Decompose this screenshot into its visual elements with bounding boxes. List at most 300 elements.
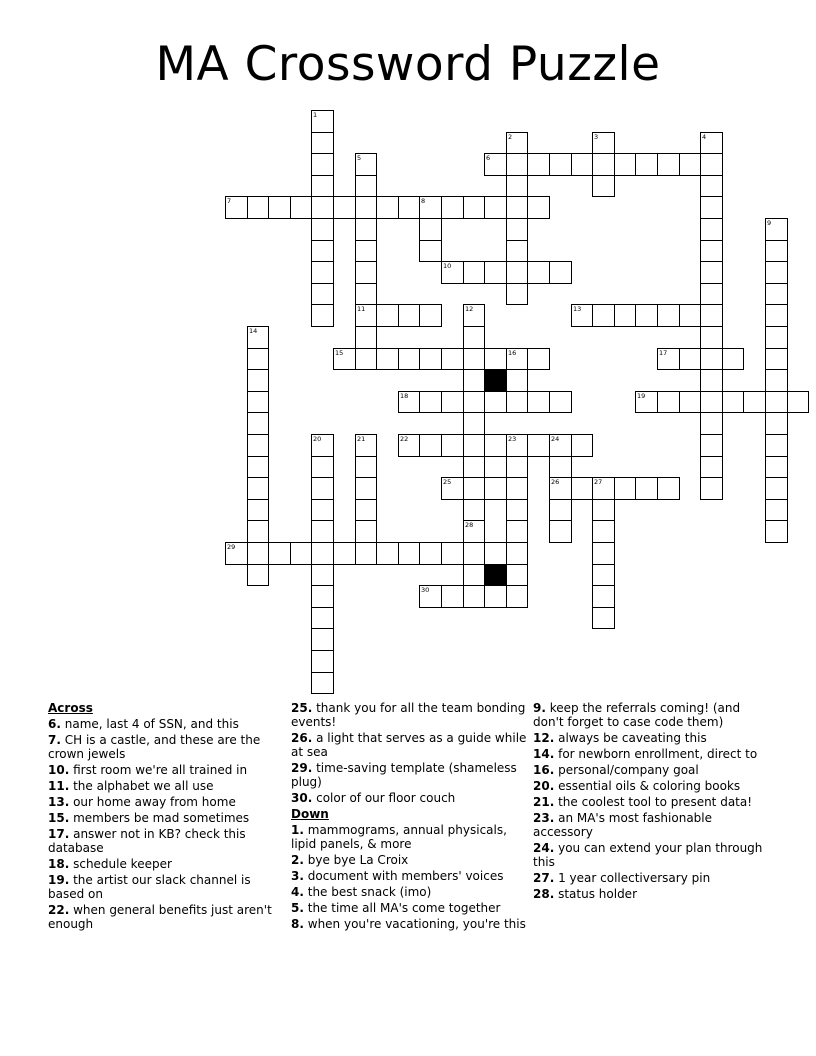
crossword-cell[interactable] [506, 520, 528, 543]
clue-number: 16. [533, 763, 555, 777]
crossword-cell[interactable] [355, 326, 377, 349]
crossword-cell[interactable] [311, 520, 334, 543]
crossword-cell[interactable] [419, 585, 442, 608]
clue-text: a light that serves as a guide while at sea [291, 731, 527, 759]
clue-down-2 [291, 853, 531, 867]
crossword-cell[interactable] [592, 520, 615, 543]
crossword-cell[interactable] [463, 542, 485, 565]
crossword-cell[interactable] [247, 369, 269, 392]
clue-number: 2. [291, 853, 304, 867]
crossword-cell[interactable] [700, 218, 723, 241]
crossword-cell[interactable] [441, 585, 464, 608]
clues-column-2 [291, 701, 531, 933]
crossword-cell[interactable] [700, 412, 723, 435]
crossword-cell[interactable] [657, 391, 680, 413]
crossword-cell[interactable] [311, 153, 334, 176]
clue-text: an MA's most fashionable accessory [533, 811, 713, 839]
crossword-cell[interactable] [700, 326, 723, 349]
clue-text: the best snack (imo) [307, 885, 432, 899]
crossword-cell[interactable] [355, 434, 377, 457]
crossword-cell[interactable] [311, 628, 334, 651]
crossword-cell[interactable] [311, 607, 334, 629]
clue-number: 19. [48, 873, 70, 887]
crossword-cell[interactable] [441, 261, 464, 284]
crossword-cell[interactable] [355, 240, 377, 262]
clue-down-16 [533, 763, 773, 777]
clue-number: 18. [48, 857, 70, 871]
cell-number: 6 [486, 154, 491, 162]
crossword-cell[interactable] [657, 477, 680, 500]
crossword-cell[interactable] [463, 412, 485, 435]
crossword-cell[interactable] [549, 434, 572, 457]
crossword-cell[interactable] [765, 412, 788, 435]
crossword-cell[interactable] [355, 542, 377, 565]
crossword-cell[interactable] [376, 348, 399, 370]
crossword-cell[interactable] [484, 434, 507, 457]
crossword-cell[interactable] [355, 153, 377, 176]
crossword-cell[interactable] [311, 672, 334, 694]
clue-number: 21. [533, 795, 555, 809]
crossword-cell[interactable] [247, 412, 269, 435]
cell-number: 7 [227, 197, 232, 205]
crossword-cell[interactable] [311, 542, 334, 565]
crossword-cell[interactable] [506, 283, 528, 305]
clue-text: the artist our slack channel is based on [48, 873, 251, 901]
crossword-cell[interactable] [398, 304, 420, 327]
crossword-cell[interactable] [311, 261, 334, 284]
clue-number: 25. [291, 701, 313, 715]
clue-text: bye bye La Croix [307, 853, 409, 867]
clue-down-27 [533, 871, 773, 885]
clue-text: when you're vacationing, you're this [307, 917, 526, 931]
clue-text: keep the referrals coming! (and don't forget to case code them) [533, 701, 741, 729]
clue-text: schedule keeper [73, 857, 172, 871]
crossword-cell[interactable] [311, 110, 334, 133]
crossword-cell[interactable] [419, 434, 442, 457]
crossword-cell[interactable] [225, 542, 248, 565]
crossword-cell[interactable] [700, 153, 723, 176]
clue-across-19 [48, 873, 288, 901]
crossword-cell[interactable] [527, 196, 550, 219]
crossword-cell[interactable] [290, 542, 312, 565]
crossword-cell[interactable] [506, 585, 528, 608]
crossword-cell[interactable] [506, 196, 528, 219]
clue-number: 7. [48, 733, 61, 747]
crossword-cell[interactable] [657, 153, 680, 176]
crossword-cell[interactable] [506, 261, 528, 284]
clue-across-25 [291, 701, 531, 729]
crossword-cell[interactable] [484, 348, 507, 370]
crossword-cell[interactable] [614, 304, 636, 327]
crossword-cell[interactable] [614, 153, 636, 176]
crossword-cell[interactable] [549, 456, 572, 478]
cell-number: 12 [465, 305, 474, 313]
crossword-cell[interactable] [419, 348, 442, 370]
crossword-cell[interactable] [463, 326, 485, 349]
crossword-cell[interactable] [484, 196, 507, 219]
crossword-cell[interactable] [484, 261, 507, 284]
crossword-cell[interactable] [700, 391, 723, 413]
crossword-cell[interactable] [571, 477, 593, 500]
crossword-cell[interactable] [376, 196, 399, 219]
clue-number: 14. [533, 747, 555, 761]
crossword-cell[interactable] [765, 283, 788, 305]
clue-down-28 [533, 887, 773, 901]
crossword-cell[interactable] [506, 391, 528, 413]
crossword-cell[interactable] [355, 283, 377, 305]
crossword-cell[interactable] [765, 456, 788, 478]
clue-text: color of our floor couch [316, 791, 456, 805]
crossword-cell[interactable] [311, 175, 334, 197]
clue-number: 23. [533, 811, 555, 825]
crossword-cell[interactable] [506, 542, 528, 565]
crossword-cell[interactable] [506, 348, 528, 370]
clue-text: name, last 4 of SSN, and this [64, 717, 239, 731]
crossword-cell[interactable] [700, 369, 723, 392]
crossword-cell[interactable] [635, 391, 658, 413]
crossword-cell[interactable] [311, 477, 334, 500]
crossword-cell[interactable] [463, 477, 485, 500]
crossword-cell[interactable] [355, 218, 377, 241]
crossword-cell[interactable] [592, 564, 615, 586]
cell-number: 5 [357, 154, 362, 162]
crossword-cell[interactable] [311, 456, 334, 478]
clue-text: mammograms, annual physicals, lipid panels, & more [291, 823, 507, 851]
crossword-cell[interactable] [743, 391, 766, 413]
crossword-cell[interactable] [355, 261, 377, 284]
crossword-cell[interactable] [765, 261, 788, 284]
crossword-cell[interactable] [765, 326, 788, 349]
crossword-cell[interactable] [484, 477, 507, 500]
crossword-cell[interactable] [592, 175, 615, 197]
clue-number: 12. [533, 731, 555, 745]
crossword-cell[interactable] [722, 391, 744, 413]
clue-text: 1 year collectiversary pin [558, 871, 711, 885]
cell-number: 19 [637, 392, 646, 400]
crossword-cell[interactable] [506, 499, 528, 521]
crossword-cell[interactable] [247, 499, 269, 521]
crossword-cell[interactable] [333, 348, 356, 370]
crossword-cell[interactable] [441, 542, 464, 565]
crossword-cell[interactable] [592, 304, 615, 327]
crossword-cell[interactable] [311, 564, 334, 586]
crossword-cell[interactable] [527, 261, 550, 284]
clue-number: 4. [291, 885, 304, 899]
crossword-cell[interactable] [268, 196, 291, 219]
crossword-cell[interactable] [247, 326, 269, 349]
crossword-cell[interactable] [484, 391, 507, 413]
crossword-cell[interactable] [700, 348, 723, 370]
crossword-cell[interactable] [398, 348, 420, 370]
crossword-cell[interactable] [311, 283, 334, 305]
crossword-cell[interactable] [355, 348, 377, 370]
clue-number: 10. [48, 763, 70, 777]
crossword-cell[interactable] [549, 477, 572, 500]
cell-number: 3 [594, 133, 599, 141]
crossword-cell[interactable] [463, 304, 485, 327]
crossword-cell[interactable] [419, 391, 442, 413]
crossword-cell[interactable] [463, 456, 485, 478]
crossword-cell[interactable] [398, 196, 420, 219]
cell-number: 20 [313, 435, 322, 443]
clue-text: status holder [558, 887, 637, 901]
crossword-cell[interactable] [506, 132, 528, 154]
crossword-cell[interactable] [355, 520, 377, 543]
cell-number: 27 [594, 478, 603, 486]
clue-across-17 [48, 827, 288, 855]
crossword-cell[interactable] [506, 175, 528, 197]
crossword-cell[interactable] [311, 218, 334, 241]
crossword-cell[interactable] [765, 391, 788, 413]
clue-across-18 [48, 857, 288, 871]
cell-number: 10 [443, 262, 452, 270]
crossword-cell[interactable] [592, 153, 615, 176]
crossword-cell[interactable] [765, 499, 788, 521]
cell-number: 29 [227, 543, 236, 551]
crossword-cell[interactable] [419, 196, 442, 219]
crossword-cell[interactable] [419, 304, 442, 327]
crossword-cell[interactable] [398, 391, 420, 413]
crossword-cell[interactable] [355, 304, 377, 327]
crossword-cell[interactable] [506, 564, 528, 586]
clue-number: 17. [48, 827, 70, 841]
crossword-cell[interactable] [765, 520, 788, 543]
crossword-cell[interactable] [765, 434, 788, 457]
crossword-cell[interactable] [657, 304, 680, 327]
crossword-cell[interactable] [765, 369, 788, 392]
clue-number: 30. [291, 791, 313, 805]
crossword-cell[interactable] [549, 153, 572, 176]
clue-across-15 [48, 811, 288, 825]
cell-number: 9 [767, 219, 772, 227]
crossword-cell[interactable] [592, 585, 615, 608]
clue-across-29 [291, 761, 531, 789]
clue-across-13 [48, 795, 288, 809]
crossword-cell[interactable] [549, 261, 572, 284]
crossword-cell[interactable] [679, 391, 701, 413]
clue-text: always be caveating this [558, 731, 707, 745]
crossword-cell[interactable] [679, 304, 701, 327]
crossword-cell[interactable] [549, 499, 572, 521]
clue-down-23 [533, 811, 773, 839]
crossword-cell[interactable] [441, 434, 464, 457]
clue-number: 28. [533, 887, 555, 901]
crossword-cell[interactable] [787, 391, 809, 413]
crossword-cell[interactable] [765, 348, 788, 370]
crossword-cell[interactable] [463, 499, 485, 521]
crossword-cell[interactable] [225, 196, 248, 219]
crossword-cell[interactable] [679, 348, 701, 370]
crossword-cell[interactable] [463, 585, 485, 608]
clue-text: members be mad sometimes [73, 811, 250, 825]
crossword-cell[interactable] [463, 520, 485, 543]
crossword-cell[interactable] [484, 153, 507, 176]
crossword-cell[interactable] [355, 175, 377, 197]
crossword-cell[interactable] [484, 585, 507, 608]
crossword-cell[interactable] [657, 348, 680, 370]
crossword-cell[interactable] [441, 477, 464, 500]
crossword-cell[interactable] [290, 196, 312, 219]
clue-number: 5. [291, 901, 304, 915]
cell-number: 4 [702, 133, 707, 141]
cell-number: 13 [573, 305, 582, 313]
crossword-cell[interactable] [463, 369, 485, 392]
crossword-cell[interactable] [419, 218, 442, 241]
cell-number: 30 [421, 586, 430, 594]
crossword-cell[interactable] [700, 196, 723, 219]
clue-number: 11. [48, 779, 70, 793]
clue-text: the time all MA's come together [307, 901, 501, 915]
crossword-cell[interactable] [463, 391, 485, 413]
crossword-cell[interactable] [765, 240, 788, 262]
crossword-cell[interactable] [247, 477, 269, 500]
clue-text: essential oils & coloring books [558, 779, 741, 793]
crossword-cell[interactable] [419, 542, 442, 565]
cell-number: 21 [357, 435, 366, 443]
crossword-cell[interactable] [765, 304, 788, 327]
clue-down-12 [533, 731, 773, 745]
crossword-cell[interactable] [592, 607, 615, 629]
crossword-cell[interactable] [463, 196, 485, 219]
clue-down-5 [291, 901, 531, 915]
crossword-cell[interactable] [506, 369, 528, 392]
crossword-cell[interactable] [700, 132, 723, 154]
clue-text: when general benefits just aren't enough [48, 903, 272, 931]
crossword-cell[interactable] [333, 196, 356, 219]
crossword-cell[interactable] [441, 391, 464, 413]
clue-number: 13. [48, 795, 70, 809]
clue-down-24 [533, 841, 773, 869]
crossword-cell[interactable] [592, 132, 615, 154]
crossword-cell[interactable] [311, 585, 334, 608]
crossword-cell[interactable] [463, 434, 485, 457]
page-title: MA Crossword Puzzle [155, 37, 661, 92]
crossword-cell[interactable] [527, 348, 550, 370]
crossword-cell[interactable] [311, 434, 334, 457]
crossword-cell[interactable] [679, 153, 701, 176]
crossword-cell[interactable] [311, 196, 334, 219]
crossword-cell[interactable] [506, 240, 528, 262]
crossword-cell[interactable] [635, 153, 658, 176]
clue-text: the coolest tool to present data! [558, 795, 753, 809]
crossword-cell[interactable] [376, 304, 399, 327]
crossword-cell[interactable] [765, 477, 788, 500]
clue-text: time-saving template (shameless plug) [291, 761, 517, 789]
crossword-cell[interactable] [506, 477, 528, 500]
crossword-cell[interactable] [247, 542, 269, 565]
cell-number: 16 [508, 349, 517, 357]
crossword-cell[interactable] [722, 348, 744, 370]
crossword-cell[interactable] [247, 348, 269, 370]
crossword-cell[interactable] [419, 240, 442, 262]
crossword-cell[interactable] [700, 175, 723, 197]
clue-number: 3. [291, 869, 304, 883]
crossword-cell[interactable] [333, 542, 356, 565]
clue-number: 9. [533, 701, 546, 715]
crossword-cell[interactable] [311, 132, 334, 154]
crossword-cell[interactable] [311, 499, 334, 521]
crossword-cell[interactable] [506, 434, 528, 457]
crossword-cell[interactable] [506, 456, 528, 478]
clue-down-21 [533, 795, 773, 809]
clues-column-1 [48, 701, 288, 933]
clue-down-8 [291, 917, 531, 931]
clues-column-3 [533, 701, 773, 903]
crossword-cell[interactable] [484, 542, 507, 565]
crossword-cell[interactable] [592, 542, 615, 565]
clue-across-26 [291, 731, 531, 759]
crossword-cell[interactable] [592, 477, 615, 500]
crossword-cell[interactable] [571, 153, 593, 176]
crossword-cell[interactable] [527, 391, 550, 413]
cell-number: 1 [313, 111, 318, 119]
crossword-cell[interactable] [571, 434, 593, 457]
crossword-cell[interactable] [463, 348, 485, 370]
crossword-cell[interactable] [571, 304, 593, 327]
crossword-cell[interactable] [268, 542, 291, 565]
crossword-cell[interactable] [355, 499, 377, 521]
crossword-cell[interactable] [398, 434, 420, 457]
crossword-cell[interactable] [355, 196, 377, 219]
crossword-cell[interactable] [355, 477, 377, 500]
crossword-cell[interactable] [247, 196, 269, 219]
crossword-cell[interactable] [506, 218, 528, 241]
clue-down-1 [291, 823, 531, 851]
crossword-cell[interactable] [463, 261, 485, 284]
crossword-cell[interactable] [700, 434, 723, 457]
clue-across-30 [291, 791, 531, 805]
crossword-cell[interactable] [549, 391, 572, 413]
crossword-cell[interactable] [247, 520, 269, 543]
crossword-cell[interactable] [311, 240, 334, 262]
clue-number: 8. [291, 917, 304, 931]
crossword-cell[interactable] [700, 261, 723, 284]
crossword-cell[interactable] [635, 477, 658, 500]
crossword-cell[interactable] [527, 153, 550, 176]
crossword-cell[interactable] [355, 456, 377, 478]
crossword-cell[interactable] [311, 304, 334, 327]
clue-across-6 [48, 717, 288, 731]
crossword-cell[interactable] [463, 564, 485, 586]
crossword-cell[interactable] [549, 520, 572, 543]
crossword-cell[interactable] [506, 153, 528, 176]
crossword-cell[interactable] [247, 564, 269, 586]
crossword-cell[interactable] [376, 542, 399, 565]
clue-down-9 [533, 701, 773, 729]
crossword-cell[interactable] [311, 650, 334, 673]
crossword-cell[interactable] [592, 499, 615, 521]
clue-number: 22. [48, 903, 70, 917]
clue-across-7 [48, 733, 288, 761]
crossword-cell[interactable] [247, 456, 269, 478]
crossword-cell[interactable] [700, 477, 723, 500]
crossword-cell[interactable] [441, 196, 464, 219]
crossword-cell[interactable] [700, 283, 723, 305]
crossword-cell[interactable] [700, 240, 723, 262]
cell-number: 23 [508, 435, 517, 443]
crossword-cell[interactable] [765, 218, 788, 241]
crossword-cell[interactable] [247, 391, 269, 413]
crossword-cell[interactable] [527, 434, 550, 457]
cell-number: 14 [249, 327, 258, 335]
crossword-cell[interactable] [700, 456, 723, 478]
crossword-cell[interactable] [398, 542, 420, 565]
crossword-cell[interactable] [441, 348, 464, 370]
crossword-cell[interactable] [635, 304, 658, 327]
crossword-cell[interactable] [700, 304, 723, 327]
crossword-cell[interactable] [247, 434, 269, 457]
crossword-cell[interactable] [614, 477, 636, 500]
